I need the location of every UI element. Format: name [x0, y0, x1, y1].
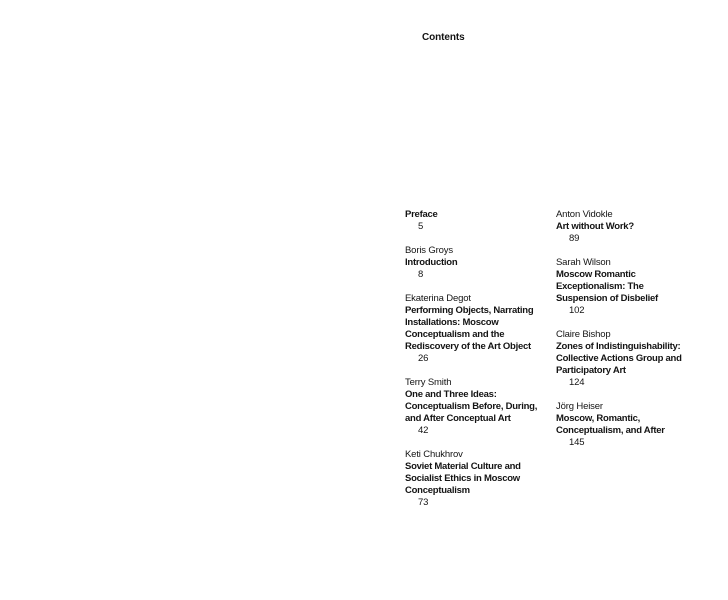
entry-title-line: Moscow Romantic — [556, 269, 636, 280]
entry-title-line: Conceptualism and the — [405, 329, 505, 340]
entry-author: Boris Groys — [405, 245, 453, 256]
entry-page-number: 89 — [569, 233, 580, 244]
entry-page-number: 8 — [418, 269, 424, 280]
entry-author: Terry Smith — [405, 377, 452, 388]
entry-author: Anton Vidokle — [556, 209, 613, 220]
entry-title-line: Suspension of Disbelief — [556, 293, 658, 304]
toc-column-right — [556, 209, 706, 449]
entry-author: Claire Bishop — [556, 329, 611, 340]
entry-author: Sarah Wilson — [556, 257, 611, 268]
entry-title-line: Soviet Material Culture and — [405, 461, 521, 472]
entry-title-line: Preface — [405, 209, 438, 220]
toc-entry — [405, 245, 555, 281]
entry-title-line: Conceptualism Before, During, — [405, 401, 538, 412]
entry-title-line: Rediscovery of the Art Object — [405, 341, 531, 352]
entry-title-line: Conceptualism — [405, 485, 470, 496]
page-title: Contents — [422, 32, 465, 43]
toc-column-left — [405, 209, 555, 509]
entry-author: Ekaterina Degot — [405, 293, 471, 304]
entry-title-line: Moscow, Romantic, — [556, 413, 641, 424]
entry-page-number: 124 — [569, 377, 585, 388]
entry-title-line: Exceptionalism: The — [556, 281, 644, 292]
entry-title-line: Collective Actions Group and — [556, 353, 682, 364]
entry-title-line: Participatory Art — [556, 365, 626, 376]
entry-title-line: and After Conceptual Art — [405, 413, 511, 424]
entry-author: Jörg Heiser — [556, 401, 603, 412]
entry-title-line: Introduction — [405, 257, 458, 268]
toc-entry — [556, 257, 706, 317]
toc-entry — [556, 329, 706, 389]
entry-title-line: Conceptualism, and After — [556, 425, 665, 436]
toc-entry — [556, 209, 706, 245]
entry-page-number: 145 — [569, 437, 585, 448]
entry-title-line: Socialist Ethics in Moscow — [405, 473, 520, 484]
entry-page-number: 73 — [418, 497, 429, 508]
entry-title-line: Art without Work? — [556, 221, 634, 232]
entry-page-number: 26 — [418, 353, 429, 364]
entry-title-line: Installations: Moscow — [405, 317, 499, 328]
entry-page-number: 42 — [418, 425, 429, 436]
toc-entry — [405, 209, 555, 233]
toc-entry — [405, 449, 555, 509]
entry-page-number: 5 — [418, 221, 424, 232]
entry-title-line: Zones of Indistinguishability: — [556, 341, 681, 352]
entry-page-number: 102 — [569, 305, 585, 316]
entry-title-line: One and Three Ideas: — [405, 389, 497, 400]
toc-entry — [405, 293, 555, 365]
toc-entry — [556, 401, 706, 449]
entry-author: Keti Chukhrov — [405, 449, 463, 460]
entry-title-line: Performing Objects, Narrating — [405, 305, 534, 316]
toc-entry — [405, 377, 555, 437]
